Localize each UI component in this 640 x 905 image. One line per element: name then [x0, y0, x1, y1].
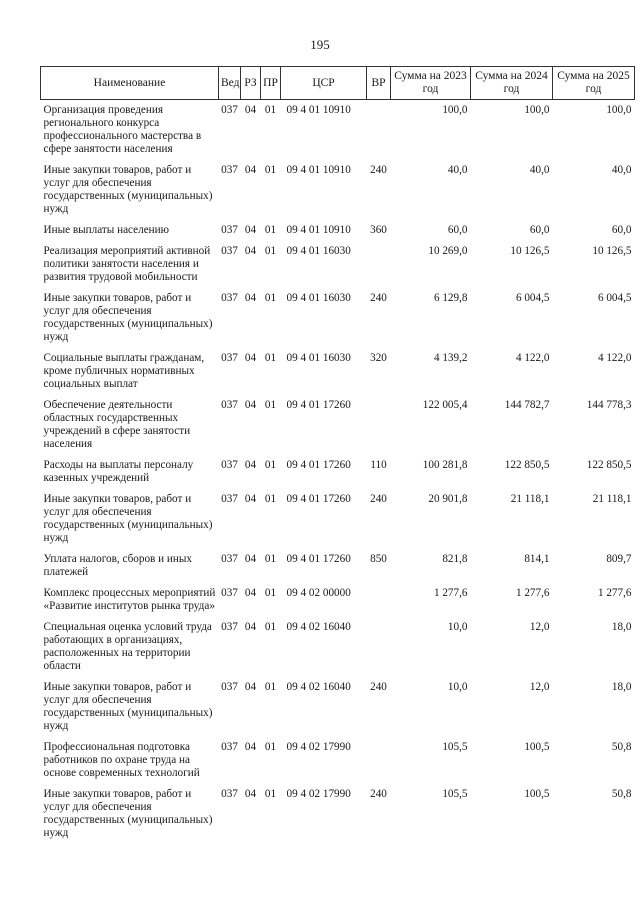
- table-row: [41, 583, 635, 617]
- row-sum-2023: 100 281,8: [422, 459, 468, 471]
- row-csr: 09 4 02 17990: [286, 788, 351, 800]
- row-pr: 01: [264, 399, 277, 411]
- row-pr: 01: [264, 104, 277, 116]
- row-pr: 01: [264, 493, 277, 505]
- table-row: [41, 288, 635, 348]
- row-csr: 09 4 01 16030: [286, 352, 351, 364]
- row-vr: [367, 395, 391, 455]
- row-name: Комплекс процессных мероприятий «Развитие институтов рынка труда»: [43, 587, 216, 612]
- row-vr: [367, 241, 391, 288]
- row-ved: 037: [221, 553, 238, 565]
- row-rz: 04: [244, 459, 257, 471]
- row-csr: 09 4 02 17990: [286, 741, 351, 753]
- row-sum-2025: 10 126,5: [592, 245, 632, 257]
- row-sum-2024: 122 850,5: [504, 459, 550, 471]
- row-vr: [367, 583, 391, 617]
- row-ved: 037: [221, 399, 238, 411]
- row-rz: 04: [244, 104, 257, 116]
- row-sum-2023: 60,0: [447, 224, 468, 236]
- row-csr: 09 4 01 10910: [286, 104, 351, 116]
- table-row: [41, 395, 635, 455]
- row-sum-2024: 40,0: [529, 164, 550, 176]
- row-sum-2025: 50,8: [611, 741, 632, 753]
- row-vr: 850: [370, 553, 387, 565]
- row-sum-2025: 100,0: [606, 104, 632, 116]
- header-csr: ЦСР: [281, 67, 367, 100]
- row-rz: 04: [244, 553, 257, 565]
- row-sum-2025: 4 122,0: [597, 352, 632, 364]
- row-pr: 01: [264, 245, 277, 257]
- row-pr: 01: [264, 681, 277, 693]
- row-ved: 037: [221, 621, 238, 633]
- row-ved: 037: [221, 587, 238, 599]
- row-sum-2024: 12,0: [529, 621, 550, 633]
- row-name: Обеспечение деятельности областных государственных учреждений в сфере занятости населения: [43, 399, 191, 450]
- row-sum-2024: 60,0: [529, 224, 550, 236]
- row-ved: 037: [221, 788, 238, 800]
- row-csr: 09 4 01 16030: [286, 245, 351, 257]
- header-vr: ВР: [367, 67, 391, 100]
- row-name: Специальная оценка условий труда работающих в организациях, расположенных на территории области: [43, 621, 212, 672]
- row-sum-2023: 40,0: [447, 164, 468, 176]
- row-sum-2023: 20 901,8: [428, 493, 468, 505]
- row-ved: 037: [221, 224, 238, 236]
- page-number: 195: [310, 37, 330, 52]
- table-row: [41, 455, 635, 489]
- row-vr: 240: [370, 681, 387, 693]
- row-sum-2024: 4 122,0: [515, 352, 550, 364]
- row-csr: 09 4 02 16040: [286, 681, 351, 693]
- row-rz: 04: [244, 493, 257, 505]
- row-sum-2024: 144 782,7: [504, 399, 550, 411]
- budget-table: [40, 66, 635, 844]
- table-row: [41, 549, 635, 583]
- row-name: Иные закупки товаров, работ и услуг для обеспечения государственных (муниципальных) нужд: [43, 788, 213, 839]
- row-sum-2025: 60,0: [611, 224, 632, 236]
- row-csr: 09 4 01 16030: [286, 292, 351, 304]
- row-pr: 01: [264, 224, 277, 236]
- row-ved: 037: [221, 741, 238, 753]
- row-sum-2024: 10 126,5: [510, 245, 550, 257]
- row-sum-2023: 4 139,2: [433, 352, 468, 364]
- row-ved: 037: [221, 292, 238, 304]
- row-sum-2023: 105,5: [442, 741, 468, 753]
- row-sum-2025: 40,0: [611, 164, 632, 176]
- row-ved: 037: [221, 164, 238, 176]
- table-row: [41, 348, 635, 395]
- row-ved: 037: [221, 352, 238, 364]
- row-vr: 240: [370, 292, 387, 304]
- row-sum-2025: 18,0: [611, 681, 632, 693]
- row-name: Иные закупки товаров, работ и услуг для обеспечения государственных (муниципальных) нужд: [43, 164, 213, 215]
- row-name: Организация проведения регионального конкурса профессионального мастерства в сфере занятости населения: [43, 104, 202, 155]
- row-name: Социальные выплаты гражданам, кроме публичных нормативных социальных выплат: [43, 352, 205, 390]
- row-sum-2024: 12,0: [529, 681, 550, 693]
- table-row: [41, 737, 635, 784]
- row-name: Реализация мероприятий активной политики занятости населения и развития трудовой мобильности: [43, 245, 211, 283]
- table-row: [41, 100, 635, 161]
- row-vr: [367, 737, 391, 784]
- row-sum-2023: 10 269,0: [428, 245, 468, 257]
- row-pr: 01: [264, 553, 277, 565]
- row-pr: 01: [264, 741, 277, 753]
- row-sum-2024: 6 004,5: [515, 292, 550, 304]
- table-header-row: [41, 67, 635, 100]
- row-name: Иные закупки товаров, работ и услуг для обеспечения государственных (муниципальных) нужд: [43, 493, 213, 544]
- row-csr: 09 4 02 00000: [286, 587, 351, 599]
- row-csr: 09 4 01 10910: [286, 164, 351, 176]
- row-name: Иные выплаты населению: [43, 224, 169, 236]
- row-vr: [367, 100, 391, 161]
- table-row: [41, 241, 635, 288]
- row-vr: 110: [370, 459, 387, 471]
- row-ved: 037: [221, 493, 238, 505]
- row-rz: 04: [244, 399, 257, 411]
- row-sum-2025: 809,7: [606, 553, 632, 565]
- row-sum-2025: 144 778,3: [586, 399, 632, 411]
- row-sum-2023: 10,0: [447, 681, 468, 693]
- row-sum-2023: 6 129,8: [433, 292, 468, 304]
- row-pr: 01: [264, 164, 277, 176]
- row-csr: 09 4 01 10910: [286, 224, 351, 236]
- header-ved: Вед: [219, 67, 241, 100]
- row-rz: 04: [244, 292, 257, 304]
- header-rz: РЗ: [241, 67, 261, 100]
- row-rz: 04: [244, 587, 257, 599]
- row-pr: 01: [264, 621, 277, 633]
- table-row: [41, 220, 635, 241]
- row-ved: 037: [221, 681, 238, 693]
- row-sum-2023: 821,8: [442, 553, 468, 565]
- row-name: Профессиональная подготовка работников по охране труда на основе современных технологий: [43, 741, 200, 779]
- table-row: [41, 489, 635, 549]
- row-pr: 01: [264, 587, 277, 599]
- row-name: Иные закупки товаров, работ и услуг для обеспечения государственных (муниципальных) нужд: [43, 292, 213, 343]
- row-sum-2024: 1 277,6: [515, 587, 550, 599]
- row-name: Иные закупки товаров, работ и услуг для обеспечения государственных (муниципальных) нужд: [43, 681, 213, 732]
- row-sum-2025: 6 004,5: [597, 292, 632, 304]
- header-sum-2025: Сумма на 2025 год: [553, 67, 635, 100]
- row-vr: 240: [370, 788, 387, 800]
- row-sum-2024: 814,1: [524, 553, 550, 565]
- row-sum-2023: 122 005,4: [422, 399, 468, 411]
- table-row: [41, 784, 635, 844]
- row-sum-2025: 122 850,5: [586, 459, 632, 471]
- row-csr: 09 4 01 17260: [286, 399, 351, 411]
- row-csr: 09 4 01 17260: [286, 493, 351, 505]
- row-sum-2023: 100,0: [442, 104, 468, 116]
- row-rz: 04: [244, 681, 257, 693]
- row-sum-2024: 21 118,1: [510, 493, 550, 505]
- row-ved: 037: [221, 459, 238, 471]
- header-name: Наименование: [41, 67, 219, 100]
- row-sum-2023: 1 277,6: [433, 587, 468, 599]
- row-name: Уплата налогов, сборов и иных платежей: [43, 553, 193, 578]
- row-rz: 04: [244, 788, 257, 800]
- header-sum-2023: Сумма на 2023 год: [391, 67, 471, 100]
- header-pr: ПР: [261, 67, 281, 100]
- row-rz: 04: [244, 245, 257, 257]
- row-vr: 360: [370, 224, 387, 236]
- table-row: [41, 617, 635, 677]
- row-sum-2025: 21 118,1: [592, 493, 632, 505]
- row-rz: 04: [244, 621, 257, 633]
- row-csr: 09 4 01 17260: [286, 553, 351, 565]
- row-sum-2025: 50,8: [611, 788, 632, 800]
- row-csr: 09 4 02 16040: [286, 621, 351, 633]
- row-rz: 04: [244, 352, 257, 364]
- row-sum-2023: 105,5: [442, 788, 468, 800]
- row-sum-2025: 1 277,6: [597, 587, 632, 599]
- row-pr: 01: [264, 459, 277, 471]
- row-vr: 240: [370, 164, 387, 176]
- row-ved: 037: [221, 245, 238, 257]
- row-rz: 04: [244, 741, 257, 753]
- row-vr: 240: [370, 493, 387, 505]
- table-row: [41, 160, 635, 220]
- row-vr: [367, 617, 391, 677]
- row-rz: 04: [244, 224, 257, 236]
- header-sum-2024: Сумма на 2024 год: [471, 67, 553, 100]
- row-rz: 04: [244, 164, 257, 176]
- row-csr: 09 4 01 17260: [286, 459, 351, 471]
- row-pr: 01: [264, 292, 277, 304]
- table-row: [41, 677, 635, 737]
- row-sum-2024: 100,5: [524, 741, 550, 753]
- row-sum-2025: 18,0: [611, 621, 632, 633]
- row-name: Расходы на выплаты персоналу казенных учреждений: [43, 459, 194, 484]
- row-sum-2024: 100,5: [524, 788, 550, 800]
- row-pr: 01: [264, 352, 277, 364]
- row-ved: 037: [221, 104, 238, 116]
- row-vr: 320: [370, 352, 387, 364]
- row-sum-2023: 10,0: [447, 621, 468, 633]
- row-pr: 01: [264, 788, 277, 800]
- row-sum-2024: 100,0: [524, 104, 550, 116]
